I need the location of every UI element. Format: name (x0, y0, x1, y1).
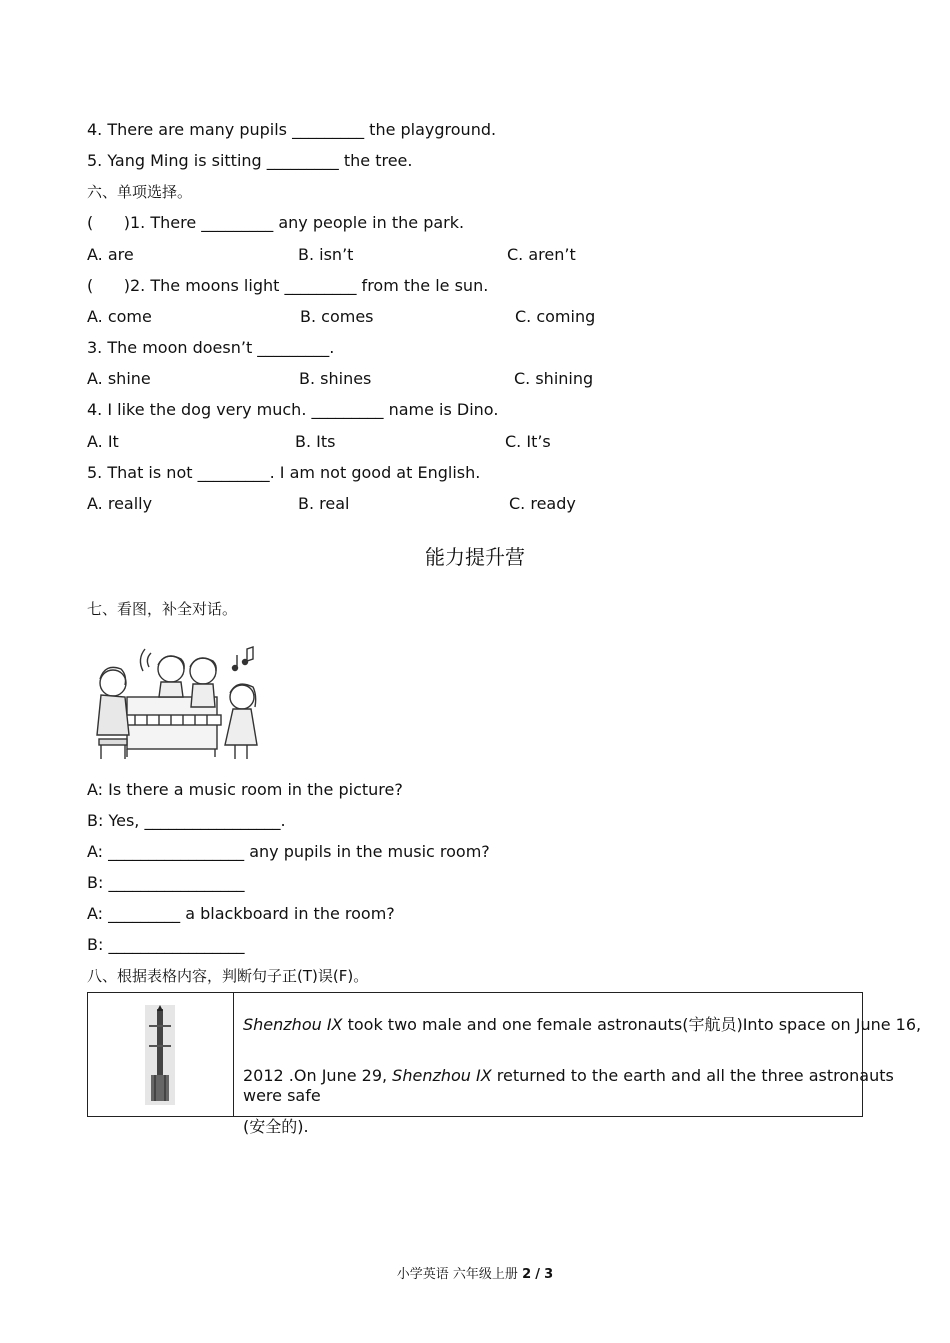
table-text-line-1 (243, 1015, 933, 1035)
q3-option-a: A. shine (87, 369, 151, 388)
fill-blank-question-5: 5. Yang Ming is sitting _________ the tree. (87, 151, 413, 170)
q1-option-a: A. are (87, 245, 134, 264)
choice-question-5: 5. That is not _________. I am not good at English. (87, 463, 481, 482)
rocket-image (145, 1005, 175, 1105)
q1-option-c: C. aren’t (507, 245, 576, 264)
q5-option-b: B. real (298, 494, 350, 513)
spacecraft-name-2: Shenzhou IX (392, 1066, 492, 1085)
table-text-1-rest: took two male and one female astronauts(宇航员)Into space on June 16, (342, 1015, 922, 1034)
q2-option-a: A. come (87, 307, 152, 326)
page-current: 2 (522, 1267, 532, 1282)
choice-question-2: ( )2. The moons light _________ from the le sun. (87, 276, 489, 295)
q1-option-b: B. isn’t (298, 245, 354, 264)
q5-option-a: A. really (87, 494, 153, 513)
table-text-2-rest: returned to the earth and all the three astronauts were safe (243, 1066, 894, 1105)
table-text-line-2 (243, 1066, 933, 1106)
choice-question-1: ( )1. There _________ any people in the park. (87, 213, 465, 232)
dialogue-line-4: B: _________________ (87, 873, 245, 892)
fill-blank-question-4: 4. There are many pupils _________ the playground. (87, 120, 497, 139)
dialogue-line-3: A: _________________ any pupils in the music room? (87, 842, 490, 861)
section-6-heading: 六、单项选择。 (87, 183, 193, 201)
table-text-2-pre: 2012 .On June 29, (243, 1066, 393, 1085)
rocket-drawing (145, 1005, 175, 1105)
section-7-heading: 七、看图，补全对话。 (87, 600, 238, 618)
choice-question-4: 4. I like the dog very much. _________ name is Dino. (87, 400, 499, 419)
q4-option-a: A. It (87, 432, 119, 451)
table-text-line-3: (安全的). (243, 1117, 309, 1136)
q4-option-b: B. Its (295, 432, 336, 451)
music-room-drawing (87, 635, 265, 761)
choice-question-3: 3. The moon doesn’t _________. (87, 338, 335, 357)
footer-label: 小学英语 六年级上册 (396, 1267, 518, 1282)
section-8-heading: 八、根据表格内容，判断句子正(T)误(F)。 (87, 967, 369, 985)
dialogue-line-6: B: _________________ (87, 935, 245, 954)
dialogue-line-5: A: _________ a blackboard in the room? (87, 904, 395, 923)
spacecraft-name-1: Shenzhou IX (243, 1015, 343, 1034)
page-footer (0, 1266, 950, 1284)
dialogue-line-1: A: Is there a music room in the picture? (87, 780, 403, 799)
q3-option-c: C. shining (514, 369, 594, 388)
table-column-divider (233, 992, 234, 1117)
q2-option-b: B. comes (300, 307, 374, 326)
page-total: 3 (544, 1267, 554, 1282)
q5-option-c: C. ready (509, 494, 576, 513)
dialogue-line-2: B: Yes, _________________. (87, 811, 286, 830)
music-room-illustration (87, 635, 265, 761)
q4-option-c: C. It’s (505, 432, 551, 451)
page-separator: / (535, 1267, 541, 1282)
q2-option-c: C. coming (515, 307, 596, 326)
q3-option-b: B. shines (299, 369, 372, 388)
section-title: 能力提升营 (425, 545, 525, 569)
